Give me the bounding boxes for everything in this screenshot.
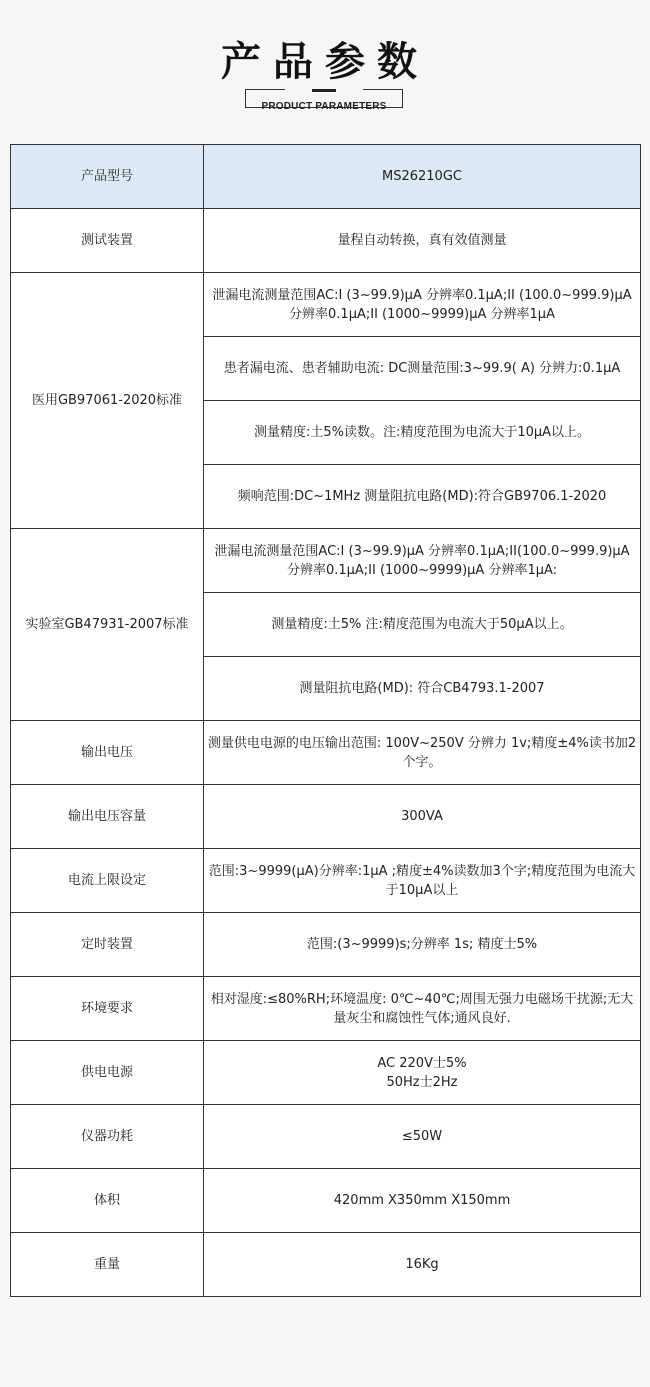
row-value: MS26210GC	[204, 145, 641, 209]
table-row-weight	[11, 1233, 641, 1297]
table-row-volume	[11, 1169, 641, 1233]
row-value: 300VA	[204, 785, 641, 849]
row-label: 测试装置	[11, 209, 204, 273]
row-value: 测量阻抗电路(MD): 符合CB4793.1-2007	[204, 657, 641, 721]
table-row-timer	[11, 913, 641, 977]
table-row-model	[11, 145, 641, 209]
bracket-accent-bar	[312, 89, 336, 92]
parameters-table	[10, 144, 641, 1297]
table-row-lab	[11, 529, 641, 593]
page-title: 产品参数	[221, 39, 429, 85]
row-value	[204, 1041, 641, 1105]
row-label: 医用GB97061-2020标准	[11, 273, 204, 529]
row-value: ≤50W	[204, 1105, 641, 1169]
row-label: 输出电压容量	[11, 785, 204, 849]
bracket-line-right	[363, 89, 403, 90]
power-supply-voltage: AC 220V士5%	[377, 1055, 467, 1071]
row-value: 频响范围:DC~1MHz 测量阻抗电路(MD):符合GB9706.1-2020	[204, 465, 641, 529]
row-label: 实验室GB47931-2007标准	[11, 529, 204, 721]
table-row-output-voltage	[11, 721, 641, 785]
bracket-line-left	[245, 89, 285, 90]
table-row-power-consumption	[11, 1105, 641, 1169]
row-label: 输出电压	[11, 721, 204, 785]
power-supply-frequency: 50Hz士2Hz	[386, 1074, 458, 1090]
row-label: 仪器功耗	[11, 1105, 204, 1169]
row-value: 测量供电电源的电压输出范围: 100V~250V 分辨力 1v;精度±4%读书加2个字。	[204, 721, 641, 785]
row-label: 供电电源	[11, 1041, 204, 1105]
row-value: 测量精度:土5% 注:精度范围为电流大于50μA以上。	[204, 593, 641, 657]
row-value: 测量精度:土5%读数。注:精度范围为电流大于10μA以上。	[204, 401, 641, 465]
row-value: 量程自动转换，真有效值测量	[204, 209, 641, 273]
table-row-current-limit	[11, 849, 641, 913]
row-label: 体积	[11, 1169, 204, 1233]
row-value: 泄漏电流测量范围AC:I (3~99.9)μA 分辨率0.1μA;II(100.0~999.9)μA 分辨率0.1μA;II (1000~9999)μA 分辨率1μA:	[204, 529, 641, 593]
table-row-test-device	[11, 209, 641, 273]
row-label: 产品型号	[11, 145, 204, 209]
row-value: 范围:(3~9999)s;分辨率 1s; 精度士5%	[204, 913, 641, 977]
row-label: 电流上限设定	[11, 849, 204, 913]
row-value: 患者漏电流、患者辅助电流: DC测量范围:3~99.9( A) 分辨力:0.1μA	[204, 337, 641, 401]
page-header	[0, 0, 650, 145]
row-label: 定时装置	[11, 913, 204, 977]
page-subtitle: PRODUCT PARAMETERS	[261, 101, 387, 112]
table-row-output-capacity	[11, 785, 641, 849]
row-value: 16Kg	[204, 1233, 641, 1297]
row-value: 泄漏电流测量范围AC:I (3~99.9)μA 分辨率0.1μA;II (100.0~999.9)μA 分辨率0.1μA;II (1000~9999)μA 分辨率1μA	[204, 273, 641, 337]
table-row-medical	[11, 273, 641, 337]
row-value: 相对湿度:≤80%RH;环境温度: 0℃~40℃;周围无强力电磁场干扰源;无大量灰尘和腐蚀性气体;通风良好.	[204, 977, 641, 1041]
row-label: 环境要求	[11, 977, 204, 1041]
row-value: 420mm X350mm X150mm	[204, 1169, 641, 1233]
table-row-power-supply	[11, 1041, 641, 1105]
row-value: 范围:3~9999(μA)分辨率:1μA ;精度±4%读数加3个字;精度范围为电流大于10μA以上	[204, 849, 641, 913]
row-label: 重量	[11, 1233, 204, 1297]
table-row-environment	[11, 977, 641, 1041]
